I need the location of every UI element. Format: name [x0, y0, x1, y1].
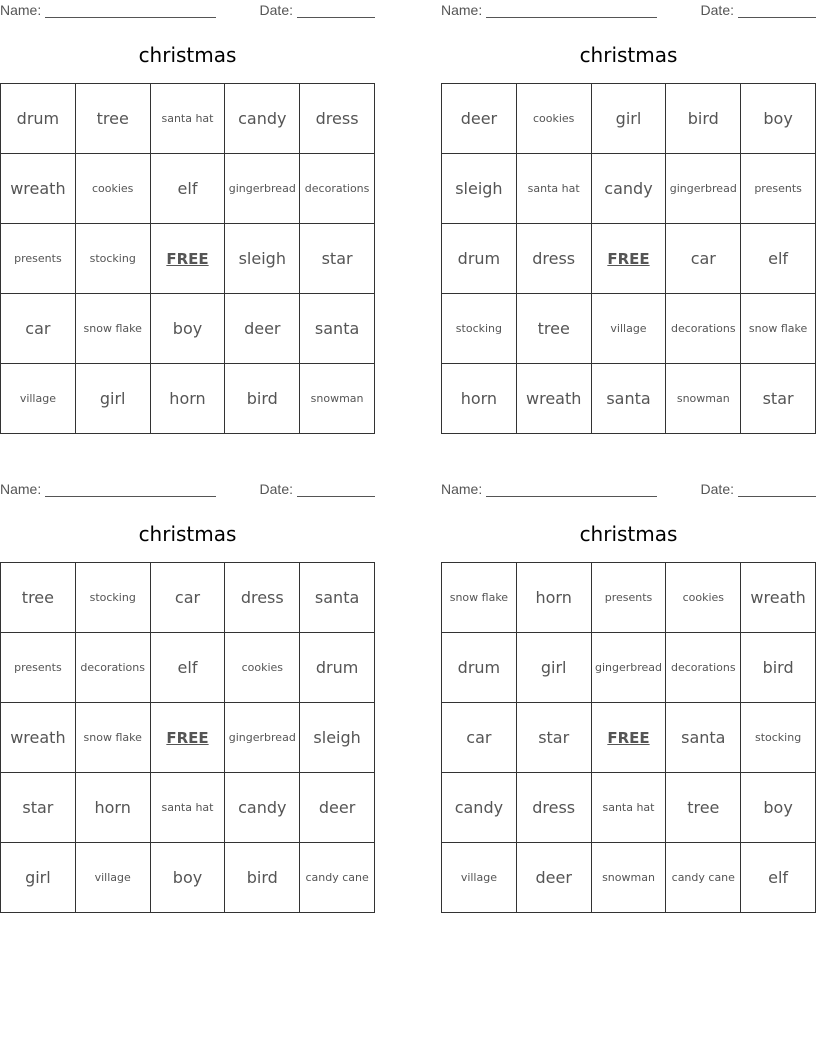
grid-cell: girl — [516, 633, 591, 703]
grid-cell: cookies — [75, 154, 150, 224]
grid-cell: gingerbread — [666, 154, 741, 224]
bingo-card-1 — [0, 0, 375, 434]
grid-cell: village — [75, 843, 150, 913]
grid-cell: bird — [225, 364, 300, 434]
grid-cell: tree — [75, 84, 150, 154]
grid-row — [442, 703, 816, 773]
grid-row — [442, 843, 816, 913]
free-space: FREE — [150, 703, 225, 773]
grid-cell: wreath — [516, 364, 591, 434]
grid-cell: deer — [516, 843, 591, 913]
grid-cell: deer — [225, 294, 300, 364]
grid-cell: dress — [225, 563, 300, 633]
card-header — [0, 0, 375, 20]
grid-cell: snowman — [591, 843, 666, 913]
grid-cell: car — [1, 294, 76, 364]
grid-cell: candy — [442, 773, 517, 843]
date-field — [260, 481, 375, 497]
grid-cell: car — [666, 224, 741, 294]
grid-row — [442, 154, 816, 224]
grid-cell: decorations — [300, 154, 375, 224]
grid-cell: santa — [666, 703, 741, 773]
grid-row — [442, 364, 816, 434]
name-field — [441, 2, 657, 18]
grid-cell: boy — [741, 773, 816, 843]
grid-row — [1, 563, 375, 633]
grid-cell: stocking — [75, 224, 150, 294]
name-label: Name: — [441, 2, 483, 18]
grid-cell: santa — [300, 294, 375, 364]
date-blank-line — [297, 3, 375, 18]
grid-cell: presents — [1, 633, 76, 703]
grid-cell: bird — [666, 84, 741, 154]
grid-row — [442, 294, 816, 364]
card-title: christmas — [138, 522, 237, 546]
grid-cell: stocking — [75, 563, 150, 633]
date-field — [260, 2, 375, 18]
grid-row — [442, 84, 816, 154]
grid-row — [1, 84, 375, 154]
grid-cell: boy — [150, 843, 225, 913]
grid-cell: santa hat — [150, 84, 225, 154]
grid-cell: sleigh — [442, 154, 517, 224]
grid-cell: candy — [591, 154, 666, 224]
grid-cell: gingerbread — [225, 703, 300, 773]
name-blank-line — [486, 3, 657, 18]
grid-cell: dress — [516, 224, 591, 294]
card-header — [0, 479, 375, 499]
grid-cell: tree — [666, 773, 741, 843]
bingo-card-4 — [441, 479, 816, 913]
grid-cell: horn — [150, 364, 225, 434]
grid-cell: elf — [741, 224, 816, 294]
grid-cell: elf — [150, 633, 225, 703]
bingo-grid — [0, 83, 375, 434]
grid-cell: star — [516, 703, 591, 773]
grid-cell: cookies — [666, 563, 741, 633]
grid-cell: snowman — [666, 364, 741, 434]
date-blank-line — [738, 3, 816, 18]
grid-cell: candy — [225, 773, 300, 843]
grid-cell: star — [741, 364, 816, 434]
grid-cell: wreath — [741, 563, 816, 633]
grid-row — [1, 843, 375, 913]
grid-cell: cookies — [225, 633, 300, 703]
grid-cell: snow flake — [741, 294, 816, 364]
grid-cell: candy cane — [666, 843, 741, 913]
date-label: Date: — [259, 481, 293, 497]
grid-cell: star — [1, 773, 76, 843]
grid-cell: santa hat — [591, 773, 666, 843]
grid-cell: candy cane — [300, 843, 375, 913]
grid-cell: santa hat — [516, 154, 591, 224]
grid-cell: elf — [150, 154, 225, 224]
bingo-card-3 — [0, 479, 375, 913]
card-title: christmas — [138, 43, 237, 67]
date-blank-line — [738, 482, 816, 497]
grid-row — [1, 633, 375, 703]
date-label: Date: — [259, 2, 293, 18]
grid-cell: tree — [516, 294, 591, 364]
grid-cell: wreath — [1, 703, 76, 773]
grid-row — [442, 224, 816, 294]
name-label: Name: — [441, 481, 483, 497]
bingo-card-2 — [441, 0, 816, 434]
grid-cell: presents — [741, 154, 816, 224]
grid-cell: boy — [741, 84, 816, 154]
grid-cell: girl — [1, 843, 76, 913]
grid-cell: dress — [300, 84, 375, 154]
card-title: christmas — [579, 522, 678, 546]
grid-row — [1, 703, 375, 773]
grid-row — [1, 773, 375, 843]
grid-cell: drum — [442, 224, 517, 294]
grid-cell: snow flake — [442, 563, 517, 633]
grid-cell: decorations — [666, 633, 741, 703]
grid-cell: deer — [300, 773, 375, 843]
grid-cell: cookies — [516, 84, 591, 154]
grid-cell: drum — [442, 633, 517, 703]
grid-cell: gingerbread — [591, 633, 666, 703]
grid-cell: boy — [150, 294, 225, 364]
grid-cell: deer — [442, 84, 517, 154]
free-space: FREE — [591, 224, 666, 294]
grid-cell: dress — [516, 773, 591, 843]
bingo-grid — [441, 83, 816, 434]
name-blank-line — [486, 482, 657, 497]
grid-cell: presents — [1, 224, 76, 294]
date-label: Date: — [700, 481, 734, 497]
bingo-grid — [0, 562, 375, 913]
free-space: FREE — [591, 703, 666, 773]
grid-cell: star — [300, 224, 375, 294]
grid-cell: village — [1, 364, 76, 434]
name-field — [441, 481, 657, 497]
free-space: FREE — [150, 224, 225, 294]
grid-cell: snowman — [300, 364, 375, 434]
grid-cell: village — [442, 843, 517, 913]
grid-cell: elf — [741, 843, 816, 913]
grid-cell: wreath — [1, 154, 76, 224]
grid-cell: snow flake — [75, 703, 150, 773]
grid-cell: car — [442, 703, 517, 773]
name-label: Name: — [0, 2, 42, 18]
grid-cell: sleigh — [300, 703, 375, 773]
grid-row — [442, 773, 816, 843]
grid-cell: horn — [75, 773, 150, 843]
grid-cell: tree — [1, 563, 76, 633]
grid-row — [1, 224, 375, 294]
date-blank-line — [297, 482, 375, 497]
grid-row — [442, 633, 816, 703]
name-blank-line — [45, 3, 216, 18]
date-field — [701, 481, 816, 497]
grid-cell: decorations — [666, 294, 741, 364]
grid-cell: horn — [516, 563, 591, 633]
grid-cell: santa hat — [150, 773, 225, 843]
name-blank-line — [45, 482, 216, 497]
grid-cell: girl — [75, 364, 150, 434]
grid-cell: santa — [300, 563, 375, 633]
name-label: Name: — [0, 481, 42, 497]
grid-cell: horn — [442, 364, 517, 434]
grid-row — [1, 154, 375, 224]
grid-cell: candy — [225, 84, 300, 154]
grid-cell: santa — [591, 364, 666, 434]
bingo-grid — [441, 562, 816, 913]
grid-cell: car — [150, 563, 225, 633]
grid-cell: snow flake — [75, 294, 150, 364]
card-title: christmas — [579, 43, 678, 67]
card-header — [441, 0, 816, 20]
card-header — [441, 479, 816, 499]
grid-cell: drum — [1, 84, 76, 154]
date-label: Date: — [700, 2, 734, 18]
grid-cell: girl — [591, 84, 666, 154]
grid-cell: bird — [741, 633, 816, 703]
name-field — [0, 2, 216, 18]
grid-cell: village — [591, 294, 666, 364]
grid-cell: sleigh — [225, 224, 300, 294]
grid-row — [442, 563, 816, 633]
grid-row — [1, 294, 375, 364]
grid-cell: stocking — [741, 703, 816, 773]
name-field — [0, 481, 216, 497]
grid-cell: stocking — [442, 294, 517, 364]
grid-row — [1, 364, 375, 434]
grid-cell: drum — [300, 633, 375, 703]
grid-cell: gingerbread — [225, 154, 300, 224]
grid-cell: presents — [591, 563, 666, 633]
date-field — [701, 2, 816, 18]
grid-cell: bird — [225, 843, 300, 913]
grid-cell: decorations — [75, 633, 150, 703]
